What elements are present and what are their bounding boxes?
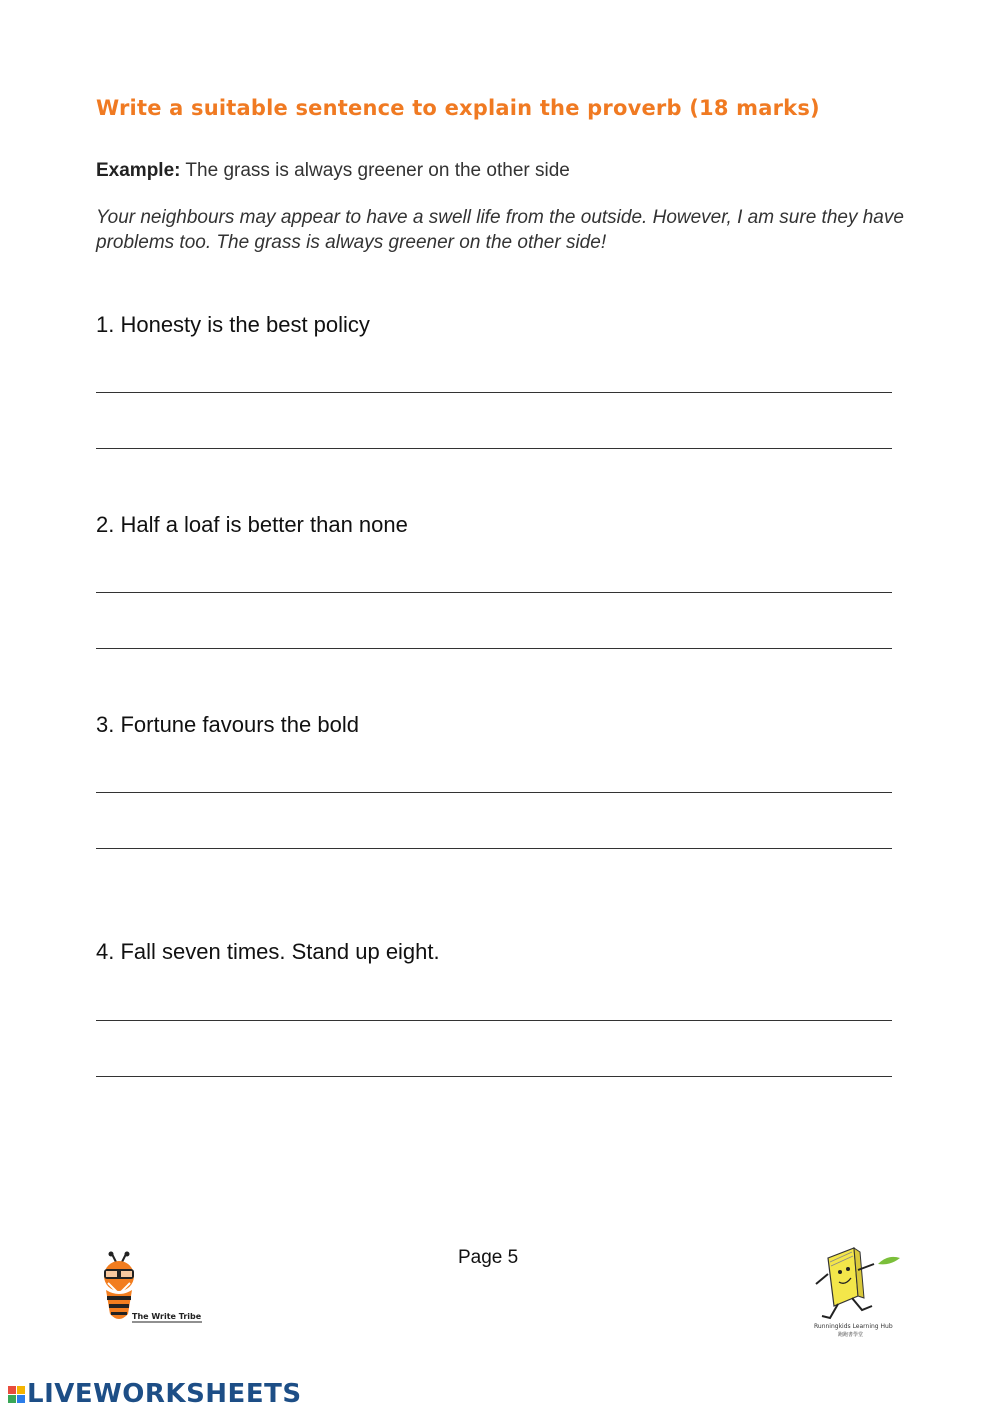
example-explanation: Your neighbours may appear to have a swell life from the outside. However, I am sure they have problems too. The grass is always greener on the other side!: [96, 207, 904, 253]
liveworksheets-logo-icon: [8, 1386, 25, 1403]
svg-text:Runningkids Learning Hub: Runningkids Learning Hub: [814, 1323, 893, 1330]
answer-1-line-1[interactable]: [96, 362, 892, 393]
question-2: 2. Half a loaf is better than none: [96, 512, 408, 537]
answer-1-line-2[interactable]: [96, 418, 892, 449]
example-proverb: The grass is always greener on the other side: [185, 160, 570, 181]
runningkids-logo: [808, 1244, 908, 1344]
liveworksheets-banner[interactable]: [8, 1378, 302, 1410]
question-1: 1. Honesty is the best policy: [96, 312, 370, 337]
answer-2-line-1[interactable]: [96, 562, 892, 593]
answer-2-line-2[interactable]: [96, 618, 892, 649]
question-4: 4. Fall seven times. Stand up eight.: [96, 939, 440, 964]
worksheet-heading: Write a suitable sentence to explain the proverb (18 marks): [96, 96, 820, 120]
write-tribe-logo: [98, 1250, 208, 1330]
svg-text:The Write Tribe: The Write Tribe: [132, 1312, 202, 1321]
svg-text:跑跑書學堂: 跑跑書學堂: [838, 1332, 864, 1338]
answer-3-line-2[interactable]: [96, 818, 892, 849]
answer-4-line-1[interactable]: [96, 990, 892, 1021]
question-3: 3. Fortune favours the bold: [96, 712, 359, 737]
answer-4-line-2[interactable]: [96, 1046, 892, 1077]
page-number: Page 5: [458, 1247, 519, 1268]
liveworksheets-wordmark: LIVEWORKSHEETS: [27, 1379, 302, 1409]
answer-3-line-1[interactable]: [96, 762, 892, 793]
example-label: Example:: [96, 160, 181, 181]
example-line: [96, 160, 570, 182]
